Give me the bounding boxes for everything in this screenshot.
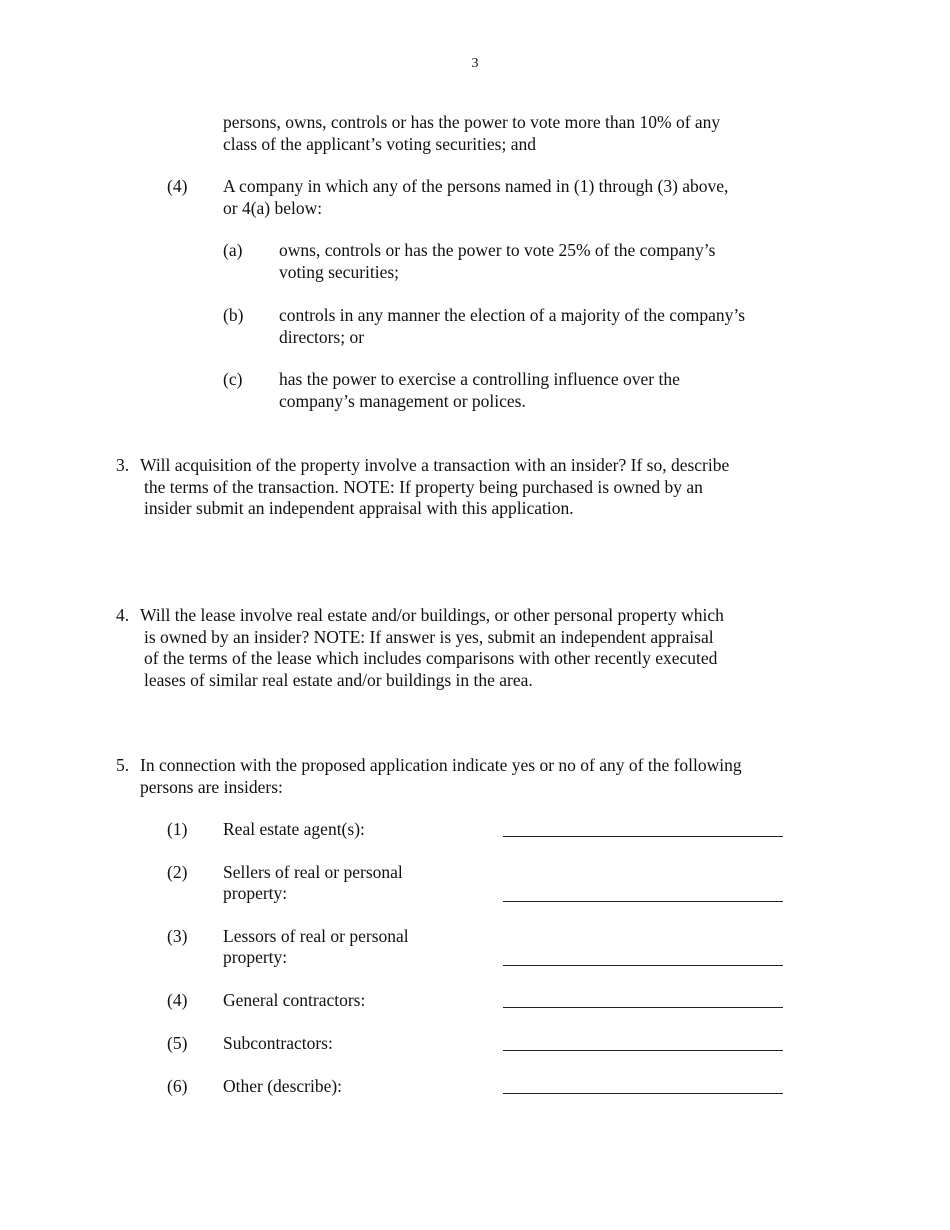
field-label: property:	[223, 947, 288, 967]
item-number: (4)	[167, 990, 188, 1010]
item-number: (3)	[167, 926, 188, 946]
question-number: 4.	[116, 605, 130, 625]
question-number: 3.	[116, 455, 130, 475]
answer-blank-line[interactable]	[503, 1007, 783, 1008]
item-number: (4)	[167, 176, 188, 196]
question-number: 5.	[116, 755, 130, 775]
item-number: (1)	[167, 819, 188, 839]
text-line: In connection with the proposed application indicate yes or no of any of the following	[140, 755, 742, 775]
text-line: or 4(a) below:	[223, 198, 323, 218]
answer-blank-line[interactable]	[503, 1093, 783, 1094]
text-line: insider submit an independent appraisal with this application.	[144, 498, 574, 518]
text-line: company’s management or polices.	[279, 391, 526, 411]
subitem-label: (a)	[223, 240, 243, 260]
answer-blank-line[interactable]	[503, 901, 783, 902]
text-line: is owned by an insider? NOTE: If answer is yes, submit an independent appraisal	[144, 627, 714, 647]
item-number: (5)	[167, 1033, 188, 1053]
text-line: has the power to exercise a controlling influence over the	[279, 369, 680, 389]
text-line: voting securities;	[279, 262, 400, 282]
field-label: General contractors:	[223, 990, 366, 1010]
text-line: A company in which any of the persons named in (1) through (3) above,	[223, 176, 729, 196]
field-label: Lessors of real or personal	[223, 926, 409, 946]
answer-blank-line[interactable]	[503, 965, 783, 966]
answer-blank-line[interactable]	[503, 1050, 783, 1051]
text-line: Will acquisition of the property involve a transaction with an insider? If so, describe	[140, 455, 730, 475]
text-line: leases of similar real estate and/or buildings in the area.	[144, 670, 533, 690]
subitem-label: (b)	[223, 305, 244, 325]
text-line: owns, controls or has the power to vote 25% of the company’s	[279, 240, 716, 260]
field-label: Other (describe):	[223, 1076, 343, 1096]
text-line: Will the lease involve real estate and/or buildings, or other personal property which	[140, 605, 724, 625]
field-label: Real estate agent(s):	[223, 819, 365, 839]
field-label: property:	[223, 883, 288, 903]
text-line: persons, owns, controls or has the power to vote more than 10% of any	[223, 112, 721, 132]
answer-blank-line[interactable]	[503, 836, 783, 837]
subitem-label: (c)	[223, 369, 243, 389]
text-line: class of the applicant’s voting securities; and	[223, 134, 536, 154]
text-line: the terms of the transaction. NOTE: If property being purchased is owned by an	[144, 477, 703, 497]
text-line: persons are insiders:	[140, 777, 283, 797]
item-number: (2)	[167, 862, 188, 882]
text-line: controls in any manner the election of a majority of the company’s	[279, 305, 746, 325]
text-line: directors; or	[279, 327, 365, 347]
text-line: of the terms of the lease which includes comparisons with other recently executed	[144, 648, 718, 668]
page-number: 3	[471, 56, 479, 71]
item-number: (6)	[167, 1076, 188, 1096]
field-label: Sellers of real or personal	[223, 862, 403, 882]
field-label: Subcontractors:	[223, 1033, 333, 1053]
